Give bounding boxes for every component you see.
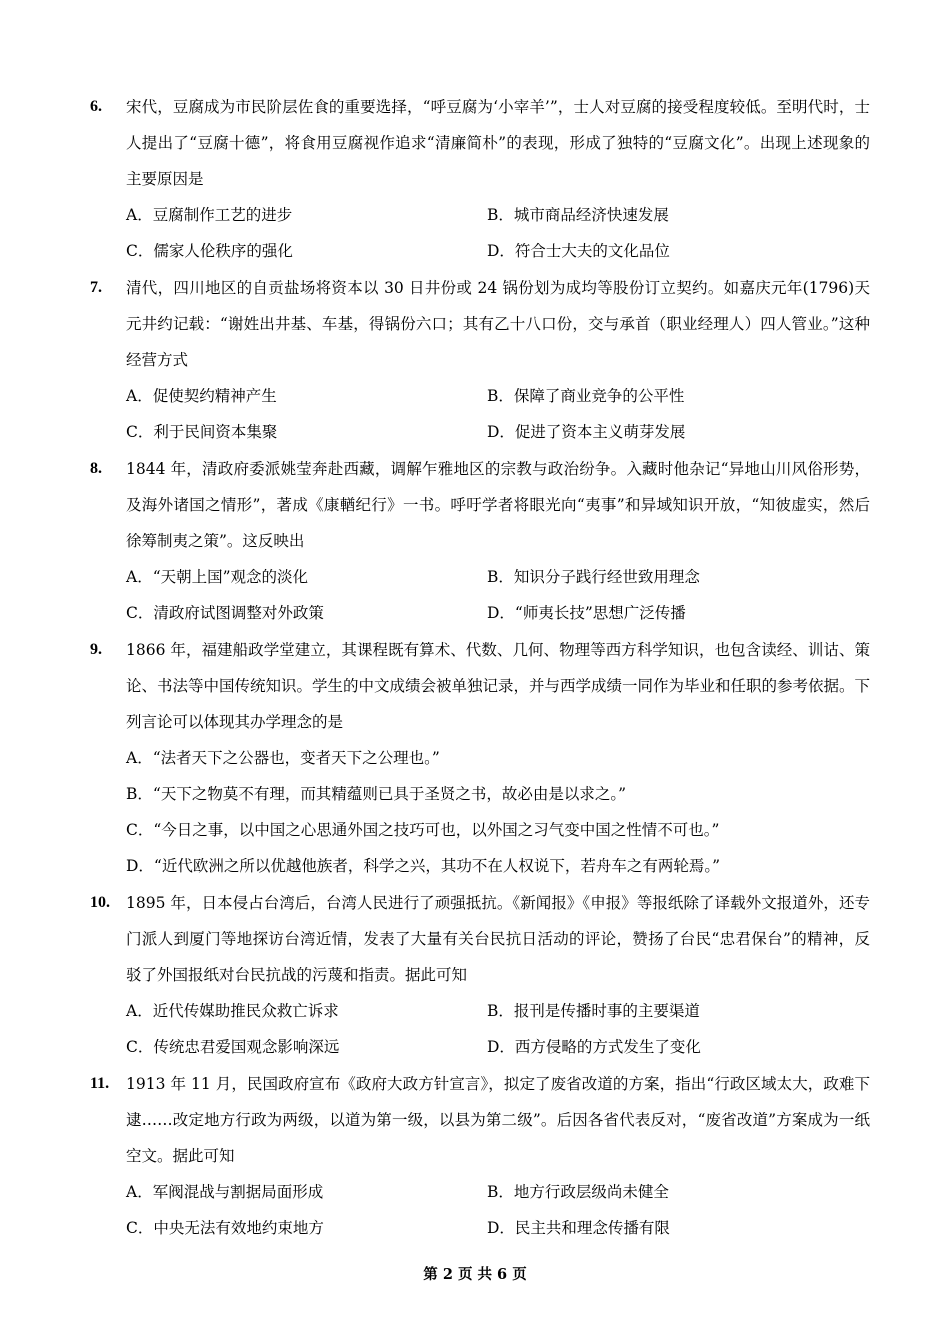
option-d[interactable]: D．“师夷长技”思想广泛传播 — [487, 604, 686, 622]
option-b[interactable]: B．城市商品经济快速发展 — [487, 206, 669, 224]
question-9 — [90, 632, 870, 884]
question-number: 6. — [90, 98, 102, 115]
option-a[interactable]: A．促使契约精神产生 — [126, 387, 277, 405]
option-a[interactable]: A．豆腐制作工艺的进步 — [126, 206, 293, 224]
option-b[interactable]: B．报刊是传播时事的主要渠道 — [487, 1002, 700, 1020]
options — [126, 197, 870, 269]
option-a[interactable]: A．“法者天下之公器也，变者天下之公理也。” — [126, 749, 440, 767]
question-number: 8. — [90, 460, 102, 477]
options — [126, 1174, 870, 1246]
options — [126, 378, 870, 450]
question-number: 7. — [90, 279, 102, 296]
option-a[interactable]: A．“天朝上国”观念的淡化 — [126, 568, 309, 586]
options — [126, 740, 870, 884]
question-number: 9. — [90, 641, 102, 658]
option-d[interactable]: D．西方侵略的方式发生了变化 — [487, 1038, 701, 1056]
options — [126, 559, 870, 631]
option-c[interactable]: C．中央无法有效地约束地方 — [126, 1219, 324, 1237]
option-b[interactable]: B．知识分子践行经世致用理念 — [487, 568, 700, 586]
question-number: 10. — [90, 894, 110, 911]
question-8 — [90, 451, 870, 631]
option-b[interactable]: B．地方行政层级尚未健全 — [487, 1183, 669, 1201]
option-a[interactable]: A．军阀混战与割据局面形成 — [126, 1183, 324, 1201]
question-6 — [90, 89, 870, 269]
question-11 — [90, 1066, 870, 1246]
question-7 — [90, 270, 870, 450]
option-b[interactable]: B．保障了商业竞争的公平性 — [487, 387, 685, 405]
option-c[interactable]: C．儒家人伦秩序的强化 — [126, 242, 293, 260]
question-10 — [90, 885, 870, 1065]
option-d[interactable]: D．符合士大夫的文化品位 — [487, 242, 670, 260]
question-stem: 宋代，豆腐成为市民阶层佐食的重要选择，“呼豆腐为‘小宰羊’”，士人对豆腐的接受程度较低。至明代时，士人提出了“豆腐十德”，将食用豆腐视作追求“清廉简朴”的表现，形成了独特的“豆腐文化”。出现上述现象的主要原因是 — [126, 98, 870, 188]
question-stem: 1895 年，日本侵占台湾后，台湾人民进行了顽强抵抗。《新闻报》《申报》等报纸除了译载外文报道外，还专门派人到厦门等地探访台湾近情，发表了大量有关台民抗日活动的评论，赞扬了台民“忠君保台”的精神，反驳了外国报纸对台民抗战的污蔑和指责。据此可知 — [126, 894, 870, 984]
option-c[interactable]: C．清政府试图调整对外政策 — [126, 604, 324, 622]
option-b[interactable]: B．“天下之物莫不有理，而其精蕴则已具于圣贤之书，故必由是以求之。” — [126, 785, 626, 803]
option-c[interactable]: C．利于民间资本集聚 — [126, 423, 278, 441]
option-d[interactable]: D．“近代欧洲之所以优越他族者，科学之兴，其功不在人权说下，若舟车之有两轮焉。” — [126, 857, 721, 875]
option-d[interactable]: D．促进了资本主义萌芽发展 — [487, 423, 686, 441]
option-c[interactable]: C．“今日之事，以中国之心思通外国之技巧可也，以外国之习气变中国之性情不可也。” — [126, 821, 720, 839]
question-number: 11. — [90, 1075, 110, 1092]
page-footer: 第 2 页 共 6 页 — [423, 1266, 527, 1283]
question-stem: 1844 年，清政府委派姚莹奔赴西藏，调解乍雅地区的宗教与政治纷争。入藏时他杂记“异地山川风俗形势，及海外诸国之情形”，著成《康輶纪行》一书。呼吁学者将眼光向“夷事”和异域知识开放，“知彼虚实，然后徐筹制夷之策”。这反映出 — [126, 460, 870, 550]
option-c[interactable]: C．传统忠君爱国观念影响深远 — [126, 1038, 340, 1056]
question-stem: 清代，四川地区的自贡盐场将资本以 30 日井份或 24 锅份划为成均等股份订立契约。如嘉庆元年(1796)天元井约记载：“谢姓出井基、车基，得锅份六口；其有乙十八口份，交与承首（职业经理人）四人管业。”这种经营方式 — [126, 279, 870, 369]
option-a[interactable]: A．近代传媒助推民众救亡诉求 — [126, 1002, 339, 1020]
options — [126, 993, 870, 1065]
option-d[interactable]: D．民主共和理念传播有限 — [487, 1219, 670, 1237]
question-stem: 1866 年，福建船政学堂建立，其课程既有算术、代数、几何、物理等西方科学知识，也包含读经、训诂、策论、书法等中国传统知识。学生的中文成绩会被单独记录，并与西学成绩一同作为毕业和任职的参考依据。下列言论可以体现其办学理念的是 — [126, 641, 871, 731]
question-stem: 1913 年 11 月，民国政府宣布《政府大政方针宣言》，拟定了废省改道的方案，指出“行政区域太大，政难下逮……改定地方行政为两级，以道为第一级，以县为第二级”。后因各省代表反对，“废省改道”方案成为一纸空文。据此可知 — [126, 1075, 870, 1165]
